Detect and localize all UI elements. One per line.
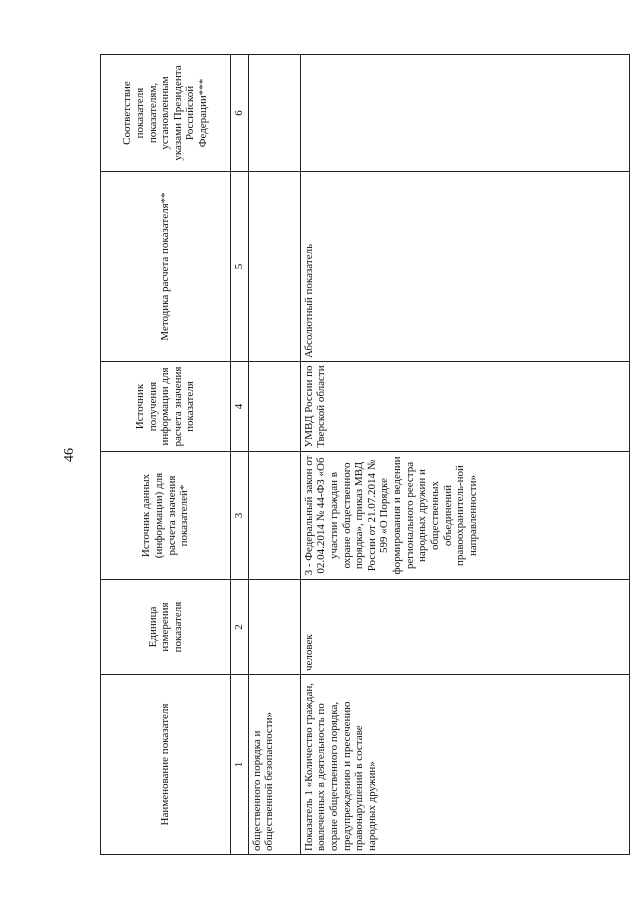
continuation-cell [248, 452, 300, 580]
column-number: 1 [231, 675, 249, 855]
indicator-table [100, 54, 630, 855]
indicator-name-cell: Показатель 1 «Количество граждан, вовлеченных в деятельность по охране общественного порядка, предупреждению и пресечению правонарушений в составе народных дружин» [300, 675, 629, 855]
rotated-table-container [100, 55, 630, 855]
method-cell: Абсолютный показатель [300, 172, 629, 362]
compliance-cell [300, 55, 629, 172]
header-indicator-name: Наименование показателя [101, 675, 231, 855]
unit-cell: человек [300, 580, 629, 675]
table-row [300, 55, 629, 855]
continuation-row [248, 55, 300, 855]
column-number: 5 [231, 172, 249, 362]
column-number-row [231, 55, 249, 855]
info-source-cell: УМВД России по Тверской области [300, 362, 629, 452]
column-number: 6 [231, 55, 249, 172]
page-number: 46 [62, 448, 77, 462]
continuation-cell [248, 580, 300, 675]
header-compliance: Соответствие показателя показателям, установленным указами Президента Российской Федерации*** [101, 55, 231, 172]
table-header-row [101, 55, 231, 855]
continuation-cell [248, 55, 300, 172]
continuation-cell: общественного порядка и общественной безопасности» [248, 675, 300, 855]
continuation-cell [248, 362, 300, 452]
header-info-source: Источник получения информации для расчета значения показателя [101, 362, 231, 452]
continuation-cell [248, 172, 300, 362]
column-number: 4 [231, 362, 249, 452]
column-number: 3 [231, 452, 249, 580]
header-data-source: Источник данных (информации) для расчета значения показателей* [101, 452, 231, 580]
data-source-cell: 3 - Федеральный закон от 02.04.2014 № 44-ФЗ «Об участии граждан в охране общественного порядка», приказ МВД России от 21.07.2014 № 599 «О Порядке формирования и ведении регионального реестра народных дружин и общественных объединений правоохранитель-ной направленности» [300, 452, 629, 580]
header-method: Методика расчета показателя** [101, 172, 231, 362]
header-unit: Единица измерения показателя [101, 580, 231, 675]
column-number: 2 [231, 580, 249, 675]
